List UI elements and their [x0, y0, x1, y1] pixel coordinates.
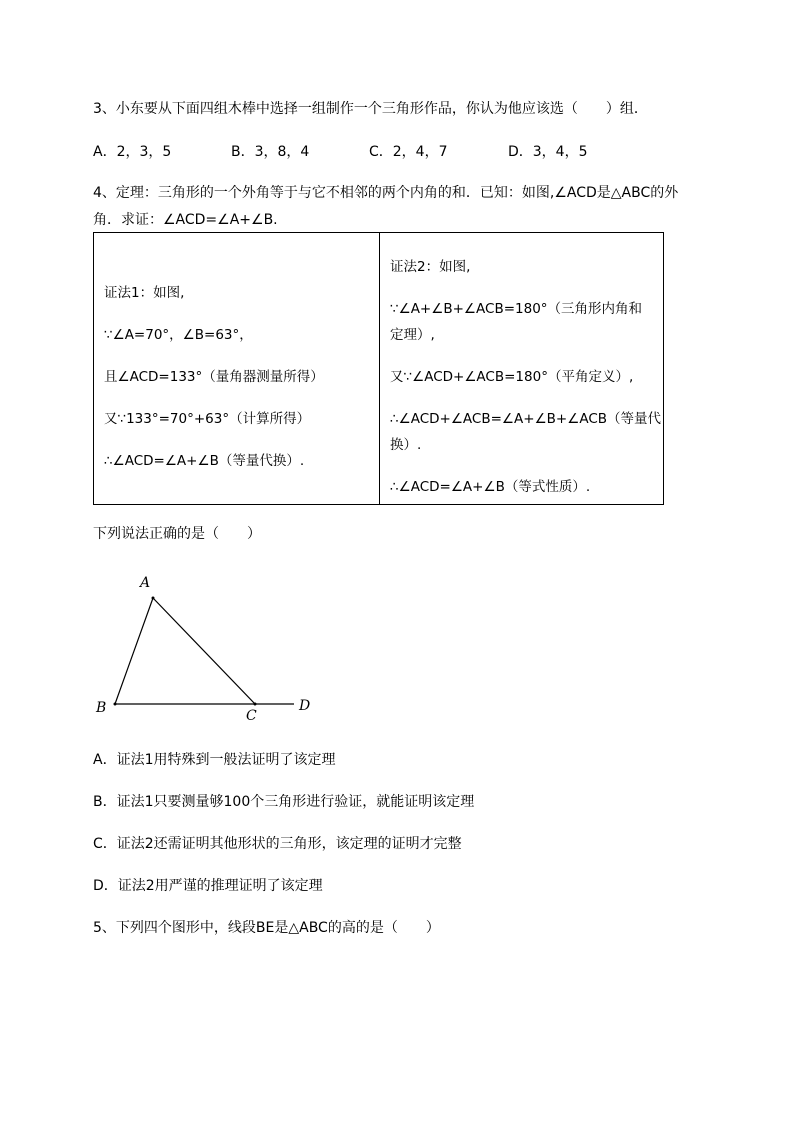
label-d: D — [299, 698, 311, 714]
question-4-option-a: A．证法1用特殊到一般法证明了该定理 — [93, 752, 336, 768]
proof-1-line: ∵∠A=70°，∠B=63°， — [104, 327, 253, 343]
triangle-figure — [90, 570, 330, 730]
question-5-stem: 5、下列四个图形中，线段BE是△ABC的高的是（ ） — [93, 920, 440, 936]
option-a: A．2，3，5 — [93, 144, 172, 160]
proof-2-line: 换）. — [390, 437, 422, 453]
proof-2-line: ∵∠A+∠B+∠ACB=180°（三角形内角和 — [390, 301, 643, 317]
question-3-stem: 3、小东要从下面四组木棒中选择一组制作一个三角形作品，你认为他应该选（ ）组． — [93, 101, 648, 117]
option-c: C．2，4，7 — [369, 144, 448, 160]
proof-1-line: ∴∠ACD=∠A+∠B（等量代换）. — [104, 453, 305, 469]
proof-2-line: 证法2：如图, — [390, 259, 471, 275]
question-4-option-c: C．证法2还需证明其他形状的三角形，该定理的证明才完整 — [93, 836, 462, 852]
label-c: C — [246, 708, 257, 724]
segment-ac — [153, 598, 255, 704]
question-3-options — [93, 142, 653, 162]
proof-2-line: ∴∠ACD=∠A+∠B（等式性质）. — [390, 479, 591, 495]
option-d: D．3，4，5 — [508, 144, 588, 160]
proof-1-line: 且∠ACD=133°（量角器测量所得） — [104, 369, 324, 385]
point-c — [254, 703, 257, 706]
question-4-stem-line-2: 角．求证：∠ACD=∠A+∠B. — [93, 212, 278, 228]
label-a: A — [140, 575, 151, 591]
proof-2-line: ∴∠ACD+∠ACB=∠A+∠B+∠ACB（等量代 — [390, 411, 662, 427]
label-b: B — [96, 700, 107, 716]
option-b: B．3，8，4 — [231, 144, 310, 160]
proof-1-line: 又∵133°=70°+63°（计算所得） — [104, 411, 311, 427]
question-4-prompt: 下列说法正确的是（ ） — [93, 526, 261, 542]
question-4-option-d: D．证法2用严谨的推理证明了该定理 — [93, 878, 323, 894]
question-4-option-b: B．证法1只要测量够100个三角形进行验证，就能证明该定理 — [93, 794, 475, 810]
proof-2-line: 又∵∠ACD+∠ACB=180°（平角定义）, — [390, 369, 634, 385]
proof-table — [93, 232, 664, 505]
question-4-stem-line-1: 4、定理：三角形的一个外角等于与它不相邻的两个内角的和．已知：如图,∠ACD是△ABC的外 — [93, 185, 679, 201]
point-a — [152, 597, 155, 600]
proof-2-cell — [380, 233, 664, 505]
segment-ab — [115, 598, 153, 704]
proof-1-cell — [94, 233, 380, 505]
proof-1-line: 证法1：如图, — [104, 285, 185, 301]
point-b — [114, 703, 117, 706]
proof-2-line: 定理）, — [390, 327, 435, 343]
